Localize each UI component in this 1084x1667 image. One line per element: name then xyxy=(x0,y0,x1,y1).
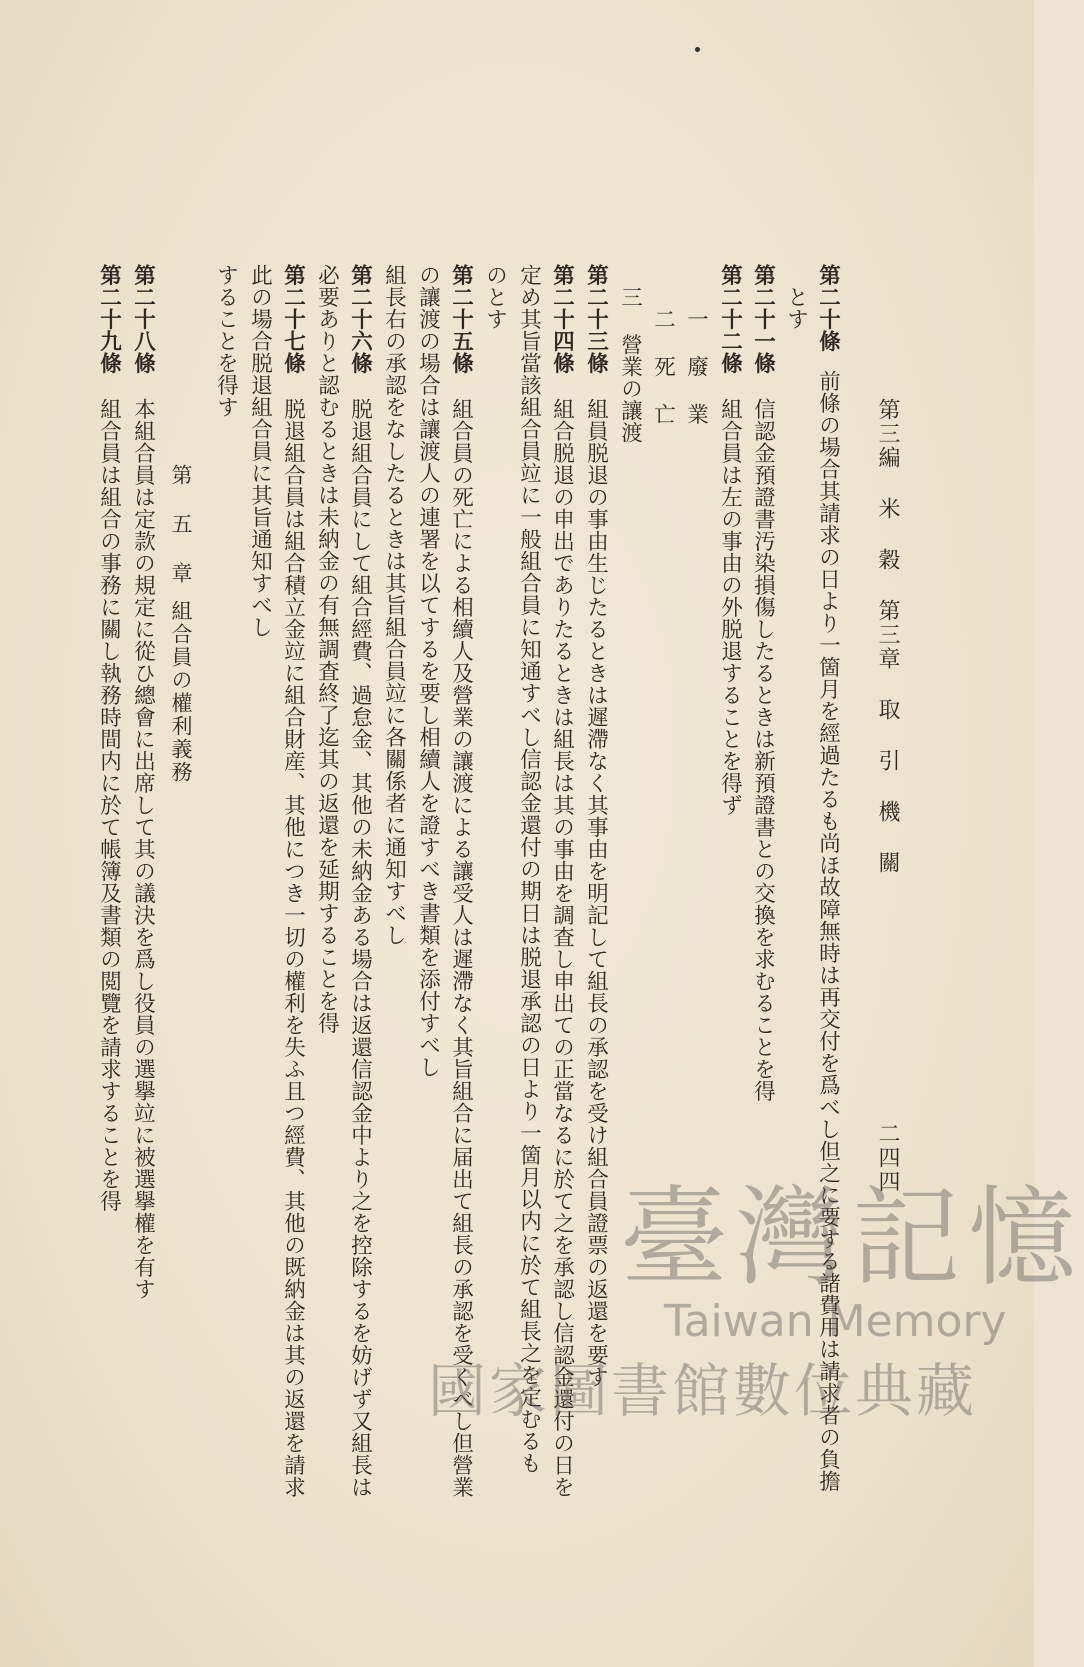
article-29-line-1: 組合員は組合の事務に關し執務時間内に於て帳簿及書類の閲覽を請求することを得 xyxy=(96,398,122,1212)
watermark-institution: 國家圖書館數位典藏 xyxy=(428,1357,978,1425)
article-26-line-2: 必要ありと認むるときは未納金の有無調査終了迄其の返還を延期することを得 xyxy=(314,264,340,1034)
chapter-5-title: 組合員の權利義務 xyxy=(169,600,193,784)
article-22-title: 第二十二條 xyxy=(717,264,743,374)
article-20-line-1: 前條の場合其請求の日より一箇月を經過たるも尚ほ故障無時は再交付を爲べし但之に要する諸費用は請求者の負擔 xyxy=(815,370,841,1492)
watermark-english: Taiwan Memory xyxy=(664,1296,1007,1347)
article-28-line-1: 本組合員は定款の規定に從ひ總會に出席して其の議決を爲し役員の選擧竝に被選擧權を有す xyxy=(130,398,156,1300)
article-28-title: 第二十八條 xyxy=(130,264,156,374)
article-24-line-1: 組合脱退の申出でありたるときは組長は其の事由を調査し申出ての正當なるに於て之を承認し信認金還付の日を xyxy=(549,398,575,1498)
article-22-line-1: 組合員は左の事由の外脱退することを得ず xyxy=(717,398,743,816)
article-26-line-1: 脱退組合員にして組合經費、過怠金、其他の未納金ある場合は返還信認金中より之を控除するを妨げず又組長は xyxy=(347,398,373,1498)
article-25-title: 第二十五條 xyxy=(448,264,474,374)
article-27-line-1: 脱退組合員は組合積立金竝に組合財産、其他につき一切の權利を失ふ且つ經費、其他の既納金は其の返還を請求 xyxy=(280,398,306,1498)
article-24-title: 第二十四條 xyxy=(549,264,575,374)
article-24-line-2: 定め其旨當該組合員竝に一般組合員に知通すべし信認金還付の期日は脱退承認の日より一箇月以内に於て組長之を定むるも xyxy=(516,264,542,1474)
article-21-title: 第二十一條 xyxy=(750,264,776,374)
list-item-2: 二 死 亡 xyxy=(650,308,676,425)
article-23-title: 第二十三條 xyxy=(583,264,609,374)
article-23-line-1: 組員脱退の事由生じたるときは遲滯なく其事由を明記して組長の承認を受け組合員證票の返還を要す xyxy=(583,398,609,1388)
list-item-3: 三 營業の讓渡 xyxy=(617,286,643,444)
article-20-title: 第二十條 xyxy=(815,264,841,352)
article-25-line-1: 組合員の死亡による相續人及營業の讓渡による讓受人は遲滯なく其旨組合に届出て組長の承認を受くべし但營業 xyxy=(448,398,474,1498)
article-20-line-2: とす xyxy=(783,286,809,330)
article-26-title: 第二十六條 xyxy=(347,264,373,374)
page-number: 二四四 xyxy=(875,1122,900,1194)
list-item-1: 一 廢 業 xyxy=(683,308,709,425)
article-27-title: 第二十七條 xyxy=(280,264,306,374)
article-27-line-2: 此の場合脱退組合員に其旨通知すべし xyxy=(247,264,273,638)
chapter-5-heading: 第 五 章 xyxy=(169,464,193,585)
article-29-title: 第二十九條 xyxy=(96,264,122,374)
ink-dot xyxy=(695,47,700,52)
watermark-logo-characters: 臺灣記憶 xyxy=(620,1176,1084,1301)
article-25-line-3: 組長右の承認をなしたるときは其旨組合員竝に各關係者に通知すべし xyxy=(381,264,407,946)
article-27-line-3: することを得す xyxy=(213,264,239,418)
article-25-line-2: の讓渡の場合は讓渡人の連署を以てするを要し相續人を證すべき書類を添付すべし xyxy=(415,264,441,1078)
article-21-line-1: 信認金預證書汚染損傷したるときは新預證書との交換を求むることを得 xyxy=(750,398,776,1102)
article-24-line-3: のとす xyxy=(482,264,508,330)
running-header: 第三編 米 穀 第三章 取 引 機 關 xyxy=(875,398,900,875)
